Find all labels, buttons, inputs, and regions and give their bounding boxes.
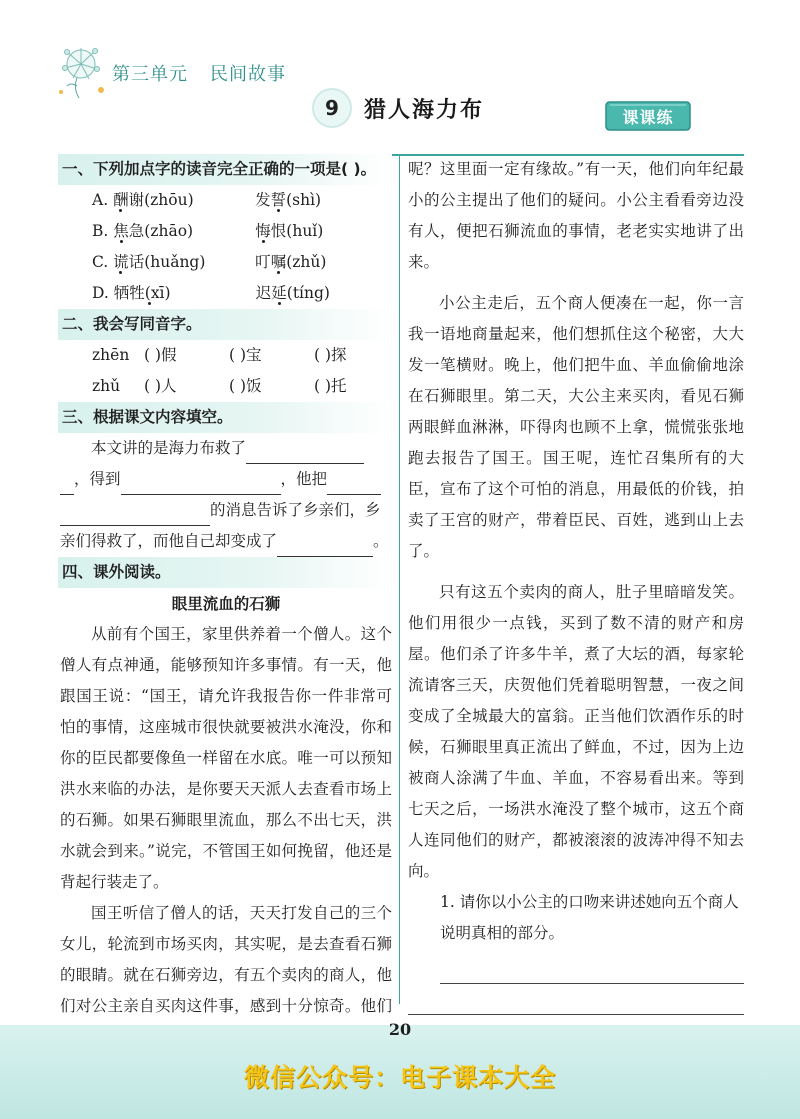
unit-label bbox=[112, 60, 308, 86]
story-paragraph: 呢？这里面一定有缘故。”有一天，他们向年纪最小的公主提出了他们的疑问。小公主看看旁边没有人，便把石狮流血的事情，老老实实地讲了出来。 bbox=[408, 160, 744, 271]
option-d: D. 牺牲(xī) 迟延(tíng) bbox=[92, 284, 330, 302]
story-paragraph: 国王听信了僧人的话，天天打发自己的三个女儿，轮流到市场买肉，其实呢，是去查看石狮的眼睛。就在石狮旁边，有五个卖肉的商人，他们对公主亲自买肉这件事，感到十分惊奇。他们 bbox=[60, 904, 392, 1015]
blank-3-cont[interactable] bbox=[60, 503, 210, 526]
answer-line-1[interactable] bbox=[440, 959, 744, 990]
story-paragraph: 小公主走后，五个商人便凑在一起，你一言我一语地商量起来，他们想抓住这个秘密，大大发一笔横财。晚上，他们把牛血、羊血偷偷地涂在石狮眼里。第二天，大公主来买肉，看见石狮两眼鲜血淋淋，吓得肉也顾不上拿，慌慌张张地跑去报告了国王。国王呢，连忙召集所有的大臣，宣布了这个可怕的消息，用最低的价钱，拍卖了王宫的财产，带着臣民、百姓，逃到山上去了。 bbox=[408, 294, 744, 560]
section-2-heading: 二、我会写同音字。 bbox=[58, 309, 392, 340]
question-1: 1. 请你以小公主的口吻来讲述她向五个商人说明真相的部分。 bbox=[440, 893, 739, 942]
right-column bbox=[408, 154, 744, 1093]
blank-2[interactable] bbox=[121, 472, 281, 495]
section-4-heading: 四、课外阅读。 bbox=[58, 557, 392, 588]
section-1-heading: 一、下列加点字的读音完全正确的一项是( )。 bbox=[58, 154, 392, 185]
story-right-text bbox=[408, 154, 744, 887]
option-b: B. 焦急(zhāo) 悔恨(huǐ) bbox=[92, 222, 324, 240]
option-c: C. 谎话(huǎng) 叮嘱(zhǔ) bbox=[92, 253, 327, 271]
story-title: 眼里流血的石狮 bbox=[171, 594, 281, 613]
lesson-number-badge: 9 bbox=[312, 88, 352, 128]
unit-number: 第三单元 bbox=[112, 64, 188, 85]
unit-name: 民间故事 bbox=[210, 64, 286, 85]
wechat-watermark: 微信公众号：电子课本大全 bbox=[243, 1063, 556, 1092]
lesson-heading bbox=[312, 88, 484, 128]
homophone-row-zhu: zhǔ ( )人 ( )饭 ( )托 bbox=[92, 377, 347, 395]
story-paragraph: 只有这五个卖肉的商人，肚子里暗暗发笑。他们用很少一点钱，买到了数不清的财产和房屋。他们杀了许多牛羊，煮了大坛的酒，每家轮流请客三天，庆贺他们凭着聪明智慧，一夜之间变成了全城最大的富翁。正当他们饮酒作乐的时候，石狮眼里真正流出了鲜血，不过，因为上边被商人涂满了牛血、羊血，不容易看出来。等到七天之后，一场洪水淹没了整个城市，这五个商人连同他们的财产，都被滚滚的波涛冲得不知去向。 bbox=[408, 583, 744, 880]
blank-3[interactable] bbox=[327, 472, 381, 495]
story-paragraph: 从前有个国王，家里供养着一个僧人。这个僧人有点神通，能够预知许多事情。有一天，他跟国王说：“国王，请允许我报告你一件非常可怕的事情，这座城市很快就要被洪水淹没，你和你的臣民都要像鱼一样留在水底。唯一可以预知洪水来临的办法，是你要天天派人去查看市场上的石狮。如果石狮眼里流血，那么不出七天，洪水就会到来。”说完，不管国王如何挽留，他还是背起行装走了。 bbox=[60, 625, 392, 891]
dandelion-illustration-icon bbox=[55, 42, 110, 100]
section-3-heading: 三、根据课文内容填空。 bbox=[58, 402, 392, 433]
story-left-text bbox=[60, 619, 392, 1084]
blank-1-cont[interactable] bbox=[60, 472, 74, 495]
lesson-title: 猎人海力布 bbox=[364, 97, 485, 123]
column-divider bbox=[399, 154, 400, 1004]
answer-line-2[interactable] bbox=[408, 990, 744, 1021]
option-a: A. 酬谢(zhōu) 发誓(shì) bbox=[92, 191, 322, 209]
blank-4[interactable] bbox=[277, 534, 373, 557]
fill-line-2: ，得到 ，他把 bbox=[60, 464, 392, 495]
practice-badge bbox=[602, 100, 694, 132]
fill-line-1: 本文讲的是海力布救了 bbox=[60, 433, 392, 464]
badge-label: 课课练 bbox=[622, 107, 674, 127]
left-column bbox=[60, 154, 392, 1084]
blank-1[interactable] bbox=[246, 441, 364, 464]
homophone-row-zhen: zhēn ( )假 ( )宝 ( )探 bbox=[92, 346, 347, 364]
page-number: 20 bbox=[388, 1020, 412, 1039]
fill-line-3: 的消息告诉了乡亲们，乡 bbox=[60, 495, 392, 526]
fill-line-4: 亲们得救了，而他自己却变成了 。 bbox=[60, 526, 392, 557]
